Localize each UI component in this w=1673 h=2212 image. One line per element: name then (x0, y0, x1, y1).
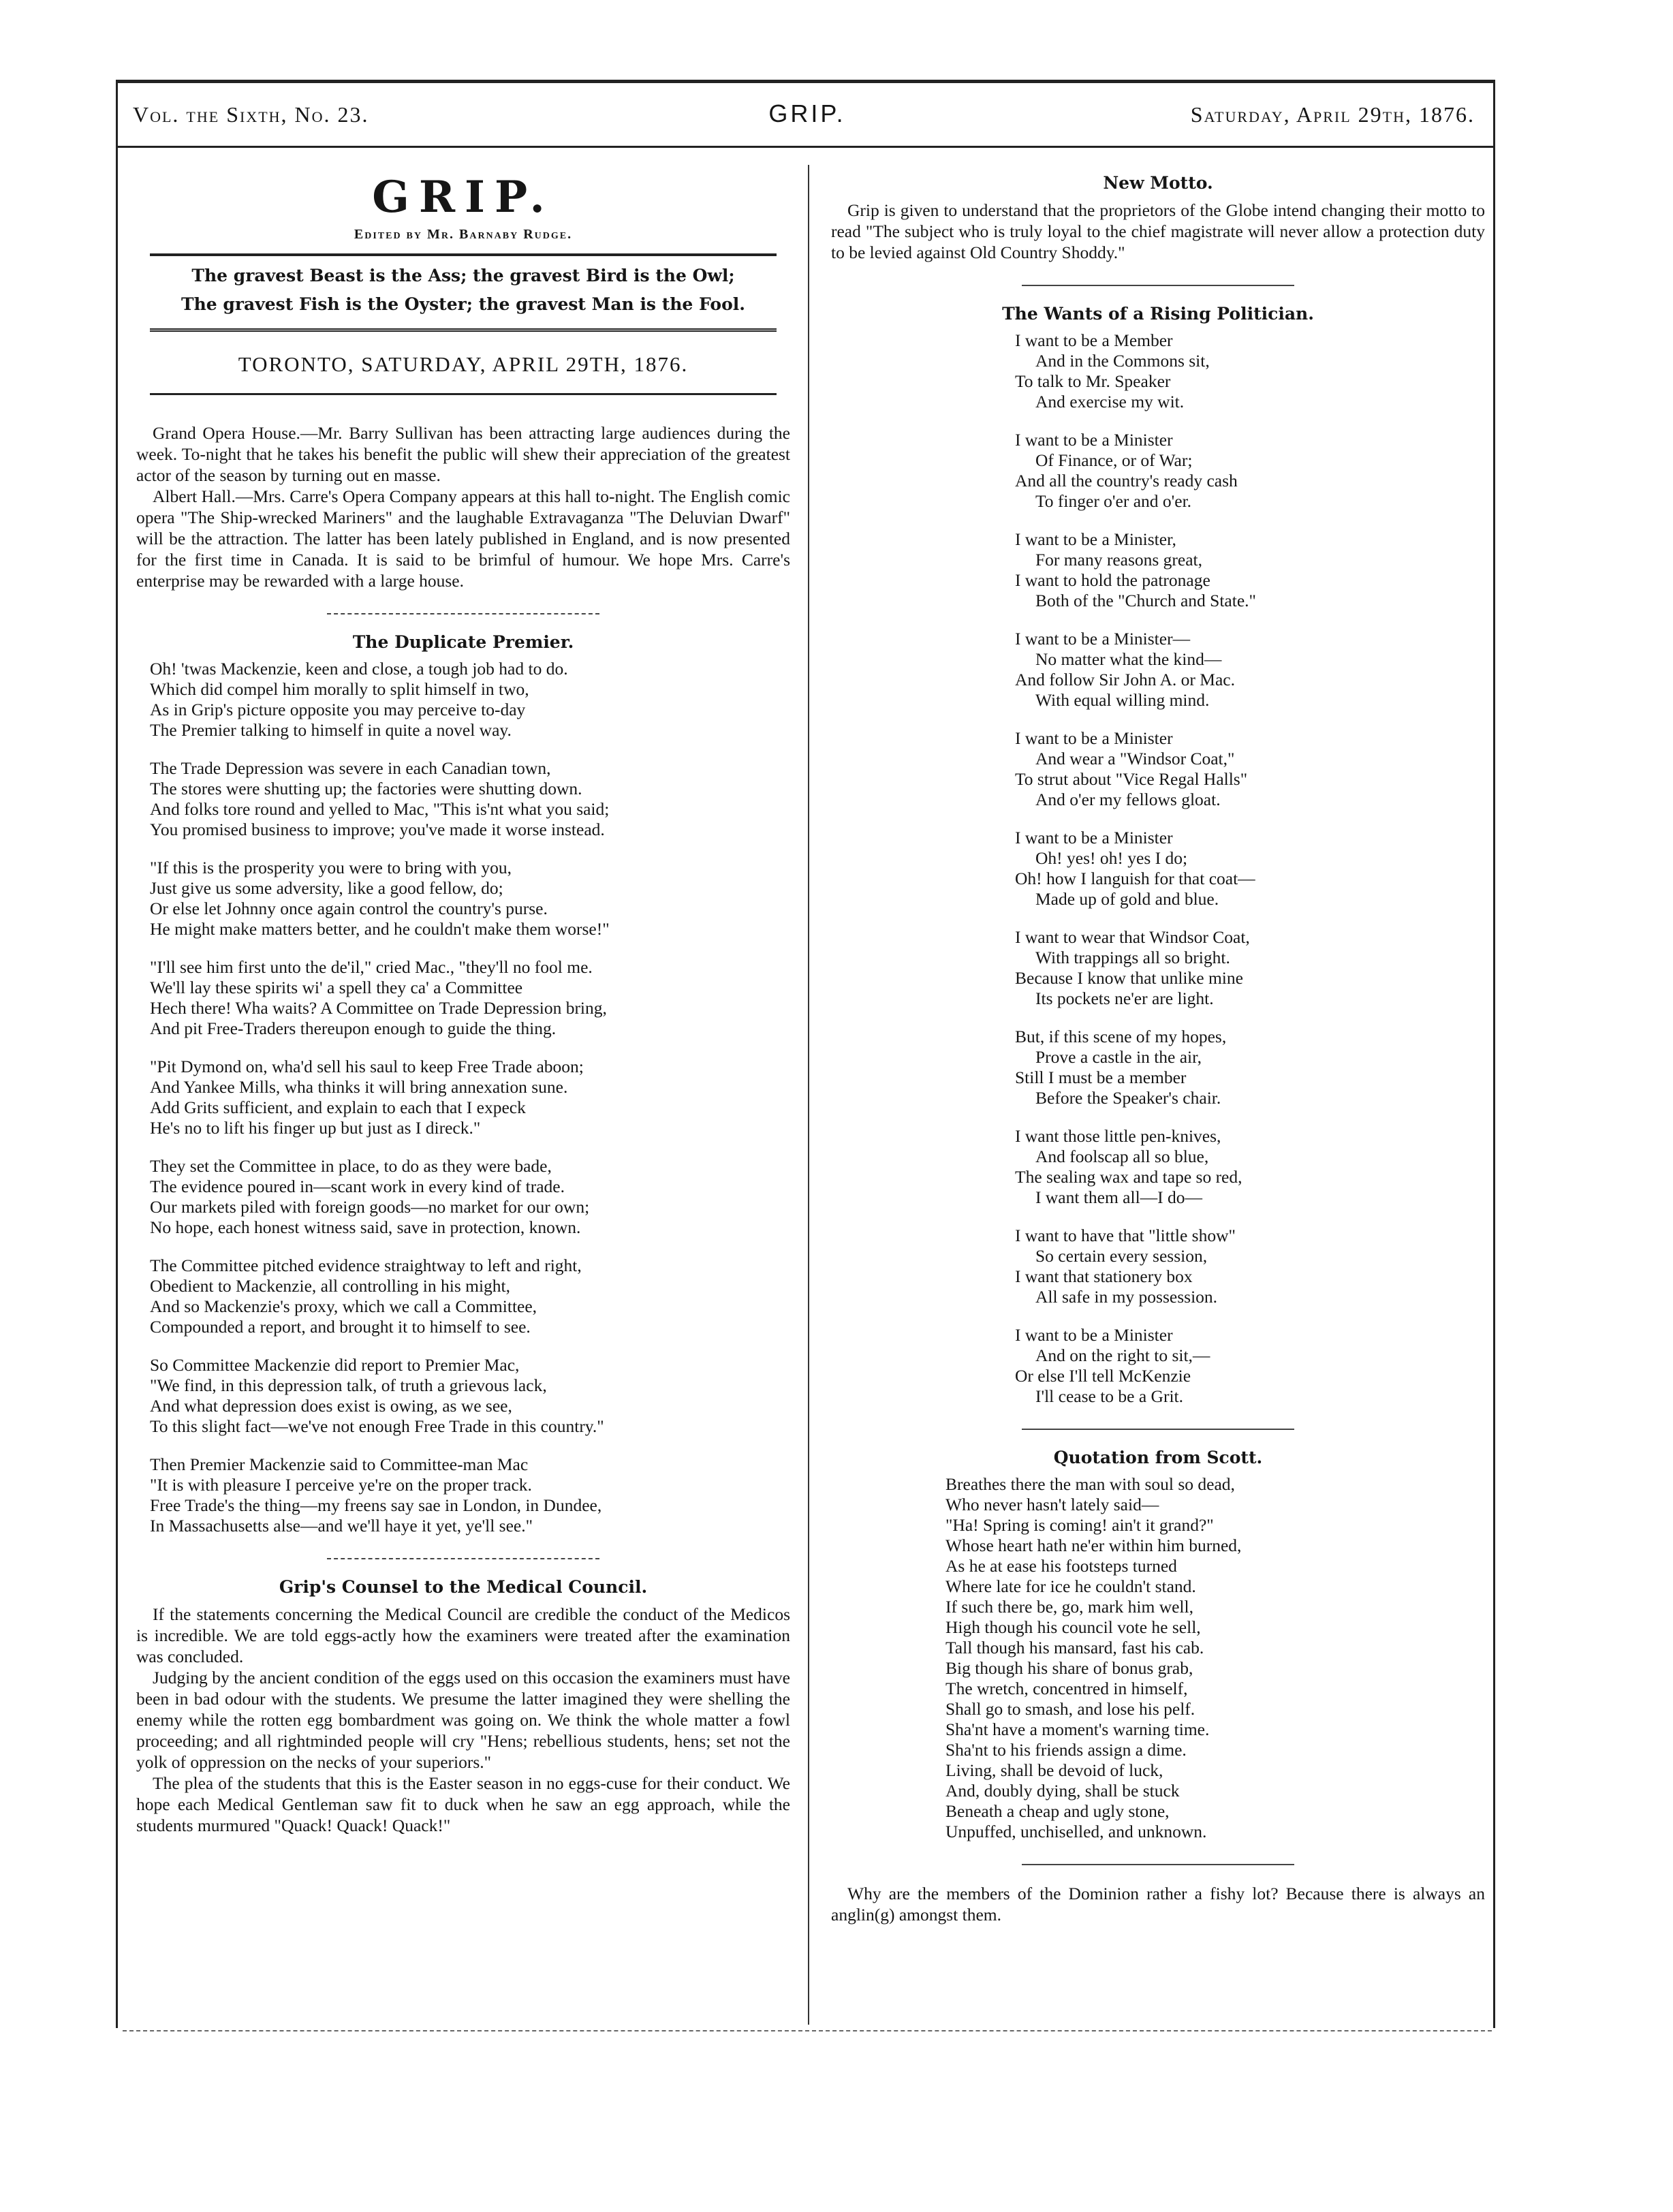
verse-line: Big though his share of bonus grab, (945, 1658, 1193, 1678)
verse-line: Oh! 'twas Mackenzie, keen and close, a tough job had to do. (150, 659, 568, 679)
verse-line: We'll lay these spirits wi' a spell they ca' a Committee (150, 978, 523, 997)
article-title: Grip's Counsel to the Medical Council. (279, 1577, 648, 1597)
stanza (150, 758, 790, 840)
poem-title: The Duplicate Premier. (352, 632, 574, 652)
verse-line: I want those little pen-knives, (1015, 1126, 1221, 1146)
verse-line: Oh! yes! oh! yes I do; (1035, 848, 1188, 868)
theatre-notices (136, 422, 790, 591)
verse-line: "Ha! Spring is coming! ain't it grand?" (945, 1515, 1214, 1535)
section-divider (327, 613, 599, 614)
verse-line: Before the Speaker's chair. (1035, 1088, 1221, 1108)
stanza (150, 1057, 790, 1138)
verse-line: Tall though his mansard, fast his cab. (945, 1638, 1204, 1657)
running-header (133, 99, 1482, 136)
verse-line: Living, shall be devoid of luck, (945, 1760, 1163, 1780)
verse-line: And pit Free-Traders thereupon enough to guide the thing. (150, 1018, 557, 1038)
verse-line: To strut about "Vice Regal Halls" (1015, 769, 1248, 789)
notice-paragraph: Albert Hall.—Mrs. Carre's Opera Company appears at this hall to-night. The English comic opera "The Ship-wrecked Mariners" and the laughable Extravaganza "The Deluvian Dwarf" will be the attraction. The latter has been lately published in England, and is now presented for the first time in Canada. It is said to be brimful of humour. We hope Mrs. Carre's enterprise may be rewarded with a large house. (136, 486, 790, 591)
verse-line: And all the country's ready cash (1015, 471, 1238, 490)
section-divider (1022, 1429, 1294, 1430)
verse-line: And in the Commons sit, (1035, 351, 1210, 371)
verse-line: And folks tore round and yelled to Mac, "This is'nt what you said; (150, 799, 610, 819)
verse-line: Free Trade's the thing—my freens say sae in London, in Dundee, (150, 1495, 602, 1515)
verse-line: So certain every session, (1035, 1246, 1208, 1266)
verse-line: And foolscap all so blue, (1035, 1147, 1209, 1166)
article-paragraph: Grip is given to understand that the proprietors of the Globe intend changing their motto to read "The subject who is truly loyal to the chief magistrate will never allow a protection duty to be levied against Old Country Shoddy." (831, 200, 1485, 262)
header-rule (116, 146, 1495, 148)
verse-line: Or else let Johnny once again control the country's purse. (150, 899, 548, 918)
stanza (1015, 1126, 1485, 1208)
verse-line: The evidence poured in—scant work in every kind of trade. (150, 1177, 565, 1196)
verse-line: Add Grits sufficient, and explain to each that I expeck (150, 1097, 526, 1117)
verse-line: And, doubly dying, shall be stuck (945, 1781, 1180, 1801)
verse-line: The Trade Depression was severe in each Canadian town, (150, 758, 551, 778)
verse-line: And Yankee Mills, wha thinks it will bring annexation sune. (150, 1077, 568, 1097)
verse-line: As he at ease his footsteps turned (945, 1556, 1177, 1576)
stanza (1015, 430, 1485, 512)
verse-line: No matter what the kind— (1035, 649, 1222, 669)
verse-line: With equal willing mind. (1035, 690, 1210, 710)
stanza (1015, 927, 1485, 1009)
scott-quotation (831, 1448, 1485, 1842)
stanza (150, 1156, 790, 1238)
verse-line: Then Premier Mackenzie said to Committee-man Mac (150, 1454, 529, 1474)
verse-line: Hech there! Wha waits? A Committee on Trade Depression bring, (150, 998, 607, 1018)
verse-line: To talk to Mr. Speaker (1015, 371, 1171, 391)
article-paragraph: The plea of the students that this is the Easter season in no eggs-cuse for their conduct. We hope each Medical Gentleman saw fit to duck when he saw an egg approach, while the students murmured "Quack! Quack! Quack!" (136, 1773, 790, 1835)
stanza (1015, 529, 1485, 611)
stanza (1015, 1226, 1485, 1307)
verse-line: I want to be a Minister (1015, 728, 1173, 748)
page-frame-right (1493, 80, 1495, 2028)
editor-line: Edited by Mr. Barnaby Rudge. (354, 227, 573, 242)
motto-line: The gravest Fish is the Oyster; the gravest Man is the Fool. (181, 294, 745, 314)
verse-line: And on the right to sit,— (1035, 1345, 1210, 1365)
motto-line: The gravest Beast is the Ass; the gravest Bird is the Owl; (191, 266, 735, 285)
poem-body (136, 659, 790, 1536)
verse-line: Obedient to Mackenzie, all controlling in his might, (150, 1276, 511, 1296)
stanza (150, 1256, 790, 1337)
verse-line: Shall go to smash, and lose his pelf. (945, 1699, 1195, 1719)
new-motto-article (831, 173, 1485, 263)
notice-paragraph: Grand Opera House.—Mr. Barry Sullivan has been attracting large audiences during the week. To-night that he takes his benefit the public will shew their appreciation of the greatest actor of the season by turning out en masse. (136, 423, 790, 485)
verse-line: The Premier talking to himself in quite a novel way. (150, 720, 512, 740)
verse-line: In Massachusetts alse—and we'll haye it yet, ye'll see." (150, 1516, 533, 1536)
verse-line: I want to be a Minister, (1015, 529, 1176, 549)
verse-line: Where late for ice he couldn't stand. (945, 1576, 1196, 1596)
verse-line: Unpuffed, unchiselled, and unknown. (945, 1822, 1207, 1841)
stanza (1015, 330, 1485, 412)
article-title: New Motto. (1103, 173, 1213, 193)
verse-line: "Pit Dymond on, wha'd sell his saul to keep Free Trade aboon; (150, 1057, 584, 1076)
motto-rule (150, 328, 777, 334)
stanza (150, 1355, 790, 1437)
stanza (150, 957, 790, 1039)
verse-line: I want that stationery box (1015, 1266, 1193, 1286)
verse-line: If such there be, go, mark him well, (945, 1597, 1193, 1617)
verse-line: And o'er my fellows gloat. (1035, 790, 1221, 809)
verse-line: Whose heart hath ne'er within him burned, (945, 1536, 1242, 1555)
verse-line: The Committee pitched evidence straightway to left and right, (150, 1256, 582, 1275)
dateline-rule (150, 393, 777, 395)
poem-body (831, 330, 1485, 1407)
page-frame-left (116, 80, 118, 2028)
verse-line: The stores were shutting up; the factories were shutting down. (150, 779, 582, 798)
verse-line: Compounded a report, and brought it to himself to see. (150, 1317, 531, 1337)
verse-line: To finger o'er and o'er. (1035, 491, 1192, 511)
verse-line: Sha'nt to his friends assign a dime. (945, 1740, 1187, 1760)
verse-line: Because I know that unlike mine (1015, 968, 1243, 988)
poem-title: Quotation from Scott. (1053, 1448, 1263, 1467)
verse-line: I want to be a Minister (1015, 828, 1173, 847)
stanza (150, 1454, 790, 1536)
verse-line: Still I must be a member (1015, 1068, 1187, 1087)
stanza (1015, 1325, 1485, 1407)
verse-line: Oh! how I languish for that coat— (1015, 869, 1255, 888)
verse-line: You promised business to improve; you've made it worse instead. (150, 820, 605, 839)
verse-line: So Committee Mackenzie did report to Premier Mac, (150, 1355, 520, 1375)
article-paragraph: Judging by the ancient condition of the eggs used on this occasion the examiners must have been in bad odour with the students. We presume the latter imagined they were shelling the enemy while the rotten egg bombardment was going on. We think the whole matter a fowl proceeding; and all rightminded people will cry "Hens; rebellious students, hens; set not the yolk of oppression on the necks of your superiors." (136, 1668, 790, 1772)
right-column (831, 165, 1485, 1925)
verse-line: Of Finance, or of War; (1035, 450, 1193, 470)
verse-line: Just give us some adversity, like a good fellow, do; (150, 878, 503, 898)
verse-line: "I'll see him first unto the de'il," cried Mac., "they'll no fool me. (150, 957, 593, 977)
verse-line: As in Grip's picture opposite you may perceive to-day (150, 700, 526, 719)
stanza (1015, 728, 1485, 810)
verse-line: But, if this scene of my hopes, (1015, 1027, 1227, 1046)
left-column (136, 165, 790, 1836)
masthead-rule (150, 253, 777, 256)
stanza (150, 659, 790, 741)
page-bottom-rule (123, 2030, 1492, 2031)
section-divider (327, 1558, 599, 1559)
poem-title: The Wants of a Rising Politician. (1002, 304, 1314, 324)
verse-line: "It is with pleasure I perceive ye're on the proper track. (150, 1475, 532, 1495)
volume-number: Vol. the Sixth, No. 23. (133, 102, 369, 127)
verse-line: And exercise my wit. (1035, 392, 1185, 411)
verse-line: High though his council vote he sell, (945, 1617, 1201, 1637)
verse-line: And so Mackenzie's proxy, which we call a Committee, (150, 1296, 537, 1316)
verse-line: "If this is the prosperity you were to bring with you, (150, 858, 512, 877)
column-divider (808, 165, 809, 2025)
verse-line: For many reasons great, (1035, 550, 1203, 570)
issue-date: Saturday, April 29th, 1876. (1190, 102, 1475, 127)
verse-line: Prove a castle in the air, (1035, 1047, 1202, 1067)
verse-line: Made up of gold and blue. (1035, 889, 1219, 909)
verse-line: I want to have that "little show" (1015, 1226, 1236, 1245)
duplicate-premier-poem (136, 632, 790, 1536)
verse-line: The wretch, concentred in himself, (945, 1679, 1188, 1698)
verse-line: I want them all—I do— (1035, 1187, 1203, 1207)
poem-body (945, 1474, 1485, 1842)
verse-line: I want to be a Member (1015, 330, 1173, 350)
page-frame-top (116, 80, 1495, 83)
verse-line: With trappings all so bright. (1035, 948, 1230, 967)
section-divider (1022, 285, 1294, 286)
stanza (1015, 1027, 1485, 1108)
verse-line: Its pockets ne'er are light. (1035, 988, 1214, 1008)
verse-line: Which did compel him morally to split himself in two, (150, 679, 529, 699)
verse-line: I want to hold the patronage (1015, 570, 1210, 590)
verse-line: Our markets piled with foreign goods—no market for our own; (150, 1197, 590, 1217)
verse-line: "We find, in this depression talk, of truth a grievous lack, (150, 1375, 547, 1395)
verse-line: I want to wear that Windsor Coat, (1015, 927, 1250, 947)
medical-council-article (136, 1577, 790, 1836)
dateline: TORONTO, SATURDAY, APRIL 29TH, 1876. (238, 352, 689, 376)
verse-line: Both of the "Church and State." (1035, 591, 1256, 610)
joke-paragraph: Why are the members of the Dominion rather a fishy lot? Because there is always an anglin(g) amongst them. (831, 1884, 1485, 1925)
verse-line: To this slight fact—we've not enough Free Trade in this country." (150, 1416, 604, 1436)
verse-line: Beneath a cheap and ugly stone, (945, 1801, 1170, 1821)
verse-line: And follow Sir John A. or Mac. (1015, 670, 1235, 689)
rising-politician-poem (831, 304, 1485, 1407)
stanza (1015, 828, 1485, 909)
article-paragraph: If the statements concerning the Medical Council are credible the conduct of the Medicos is incredible. We are told eggs-actly how the examiners were treated after the examination was concluded. (136, 1604, 790, 1666)
verse-line: All safe in my possession. (1035, 1287, 1218, 1307)
verse-line: Or else I'll tell McKenzie (1015, 1366, 1191, 1386)
masthead-motto (136, 262, 790, 319)
verse-line: He might make matters better, and he couldn't make them worse!" (150, 919, 610, 939)
verse-line: I want to be a Minister— (1015, 629, 1191, 649)
verse-line: I want to be a Minister (1015, 430, 1173, 450)
paper-name: GRIP. (768, 99, 846, 127)
verse-line: Sha'nt have a moment's warning time. (945, 1719, 1210, 1739)
verse-line: I want to be a Minister (1015, 1325, 1173, 1345)
verse-line: They set the Committee in place, to do as they were bade, (150, 1156, 552, 1176)
verse-line: He's no to lift his finger up but just as I direck." (150, 1118, 481, 1138)
verse-line: No hope, each honest witness said, save in protection, known. (150, 1217, 581, 1237)
masthead-title: GRIP. (372, 172, 554, 223)
verse-line: The sealing wax and tape so red, (1015, 1167, 1242, 1187)
section-divider (1022, 1864, 1294, 1865)
verse-line: And what depression does exist is owing, as we see, (150, 1396, 512, 1416)
verse-line: And wear a "Windsor Coat," (1035, 749, 1235, 768)
verse-line: Who never hasn't lately said— (945, 1495, 1159, 1514)
verse-line: Breathes there the man with soul so dead, (945, 1474, 1235, 1494)
stanza (150, 858, 790, 939)
stanza (1015, 629, 1485, 711)
verse-line: I'll cease to be a Grit. (1035, 1386, 1183, 1406)
